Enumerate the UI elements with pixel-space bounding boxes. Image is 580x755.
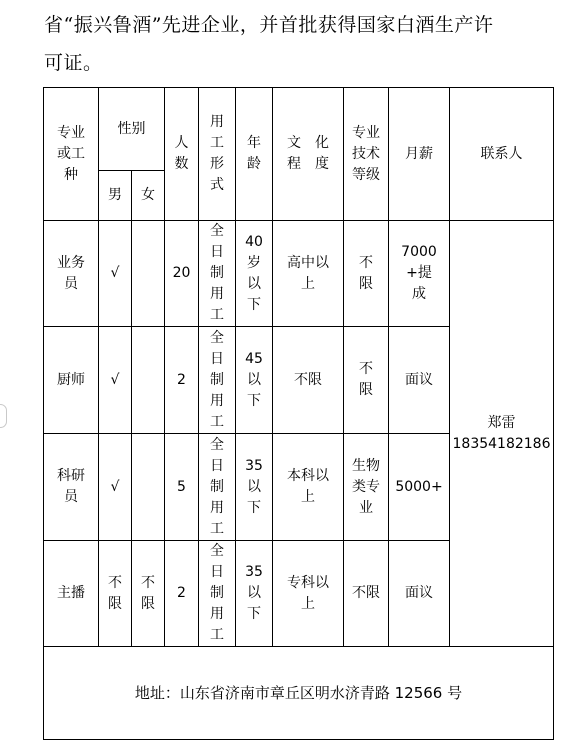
cell-age: 35 以 下 [236,541,273,647]
cell-female [132,327,165,434]
cell-skill: 不限 [344,541,389,647]
header-education: 文 化 程 度 [273,88,344,221]
cell-male: √ [99,221,132,327]
header-female: 女 [132,171,165,221]
cell-education: 不限 [273,327,344,434]
header-gender: 性别 [99,88,165,171]
cell-age: 45 以 下 [236,327,273,434]
cell-skill: 不 限 [344,221,389,327]
header-age: 年 龄 [236,88,273,221]
contact-name: 郑雷 [487,414,516,431]
contact-phone: 18354182186 [452,435,551,452]
cell-female [132,434,165,541]
header-count: 人 数 [165,88,199,221]
cell-female: 不 限 [132,541,165,647]
cell-job: 业务 员 [44,221,99,327]
cell-male: √ [99,434,132,541]
cell-education: 专科以 上 [273,541,344,647]
scroll-handle[interactable] [0,404,7,428]
cell-education: 本科以 上 [273,434,344,541]
intro-text [44,6,574,82]
cell-type: 全 日 制 用 工 [199,221,236,327]
cell-female [132,221,165,327]
cell-job: 厨师 [44,327,99,434]
cell-job: 主播 [44,541,99,647]
cell-count: 5 [165,434,199,541]
cell-age: 40 岁 以 下 [236,221,273,327]
cell-count: 20 [165,221,199,327]
address-row [44,647,554,740]
cell-salary: 7000 +提 成 [389,221,450,327]
cell-type: 全 日 制 用 工 [199,327,236,434]
address-cell [44,647,554,740]
header-salary: 月薪 [389,88,450,221]
cell-male: 不 限 [99,541,132,647]
cell-job: 科研 员 [44,434,99,541]
intro-line-1: 省“振兴鲁酒”先进企业，并首批获得国家白酒生产许 [44,14,494,36]
header-row-1 [44,88,554,171]
table-row [44,221,554,327]
header-skill-level: 专业 技术 等级 [344,88,389,221]
cell-male: √ [99,327,132,434]
header-specialty: 专业 或工 种 [44,88,99,221]
cell-age: 35 以 下 [236,434,273,541]
intro-line-2: 可证。 [44,52,103,74]
cell-count: 2 [165,327,199,434]
address-text: 地址：山东省济南市章丘区明水济青路 12566 号 [134,683,463,702]
cell-type: 全 日 制 用 工 [199,541,236,647]
recruitment-table [43,87,554,740]
cell-salary: 面议 [389,541,450,647]
cell-salary: 面议 [389,327,450,434]
contact-cell [450,221,554,647]
header-male: 男 [99,171,132,221]
cell-skill: 不 限 [344,327,389,434]
header-contact: 联系人 [450,88,554,221]
cell-salary: 5000+ [389,434,450,541]
cell-type: 全 日 制 用 工 [199,434,236,541]
cell-education: 高中以 上 [273,221,344,327]
cell-skill: 生物 类专 业 [344,434,389,541]
cell-count: 2 [165,541,199,647]
header-employment-type: 用 工 形 式 [199,88,236,221]
